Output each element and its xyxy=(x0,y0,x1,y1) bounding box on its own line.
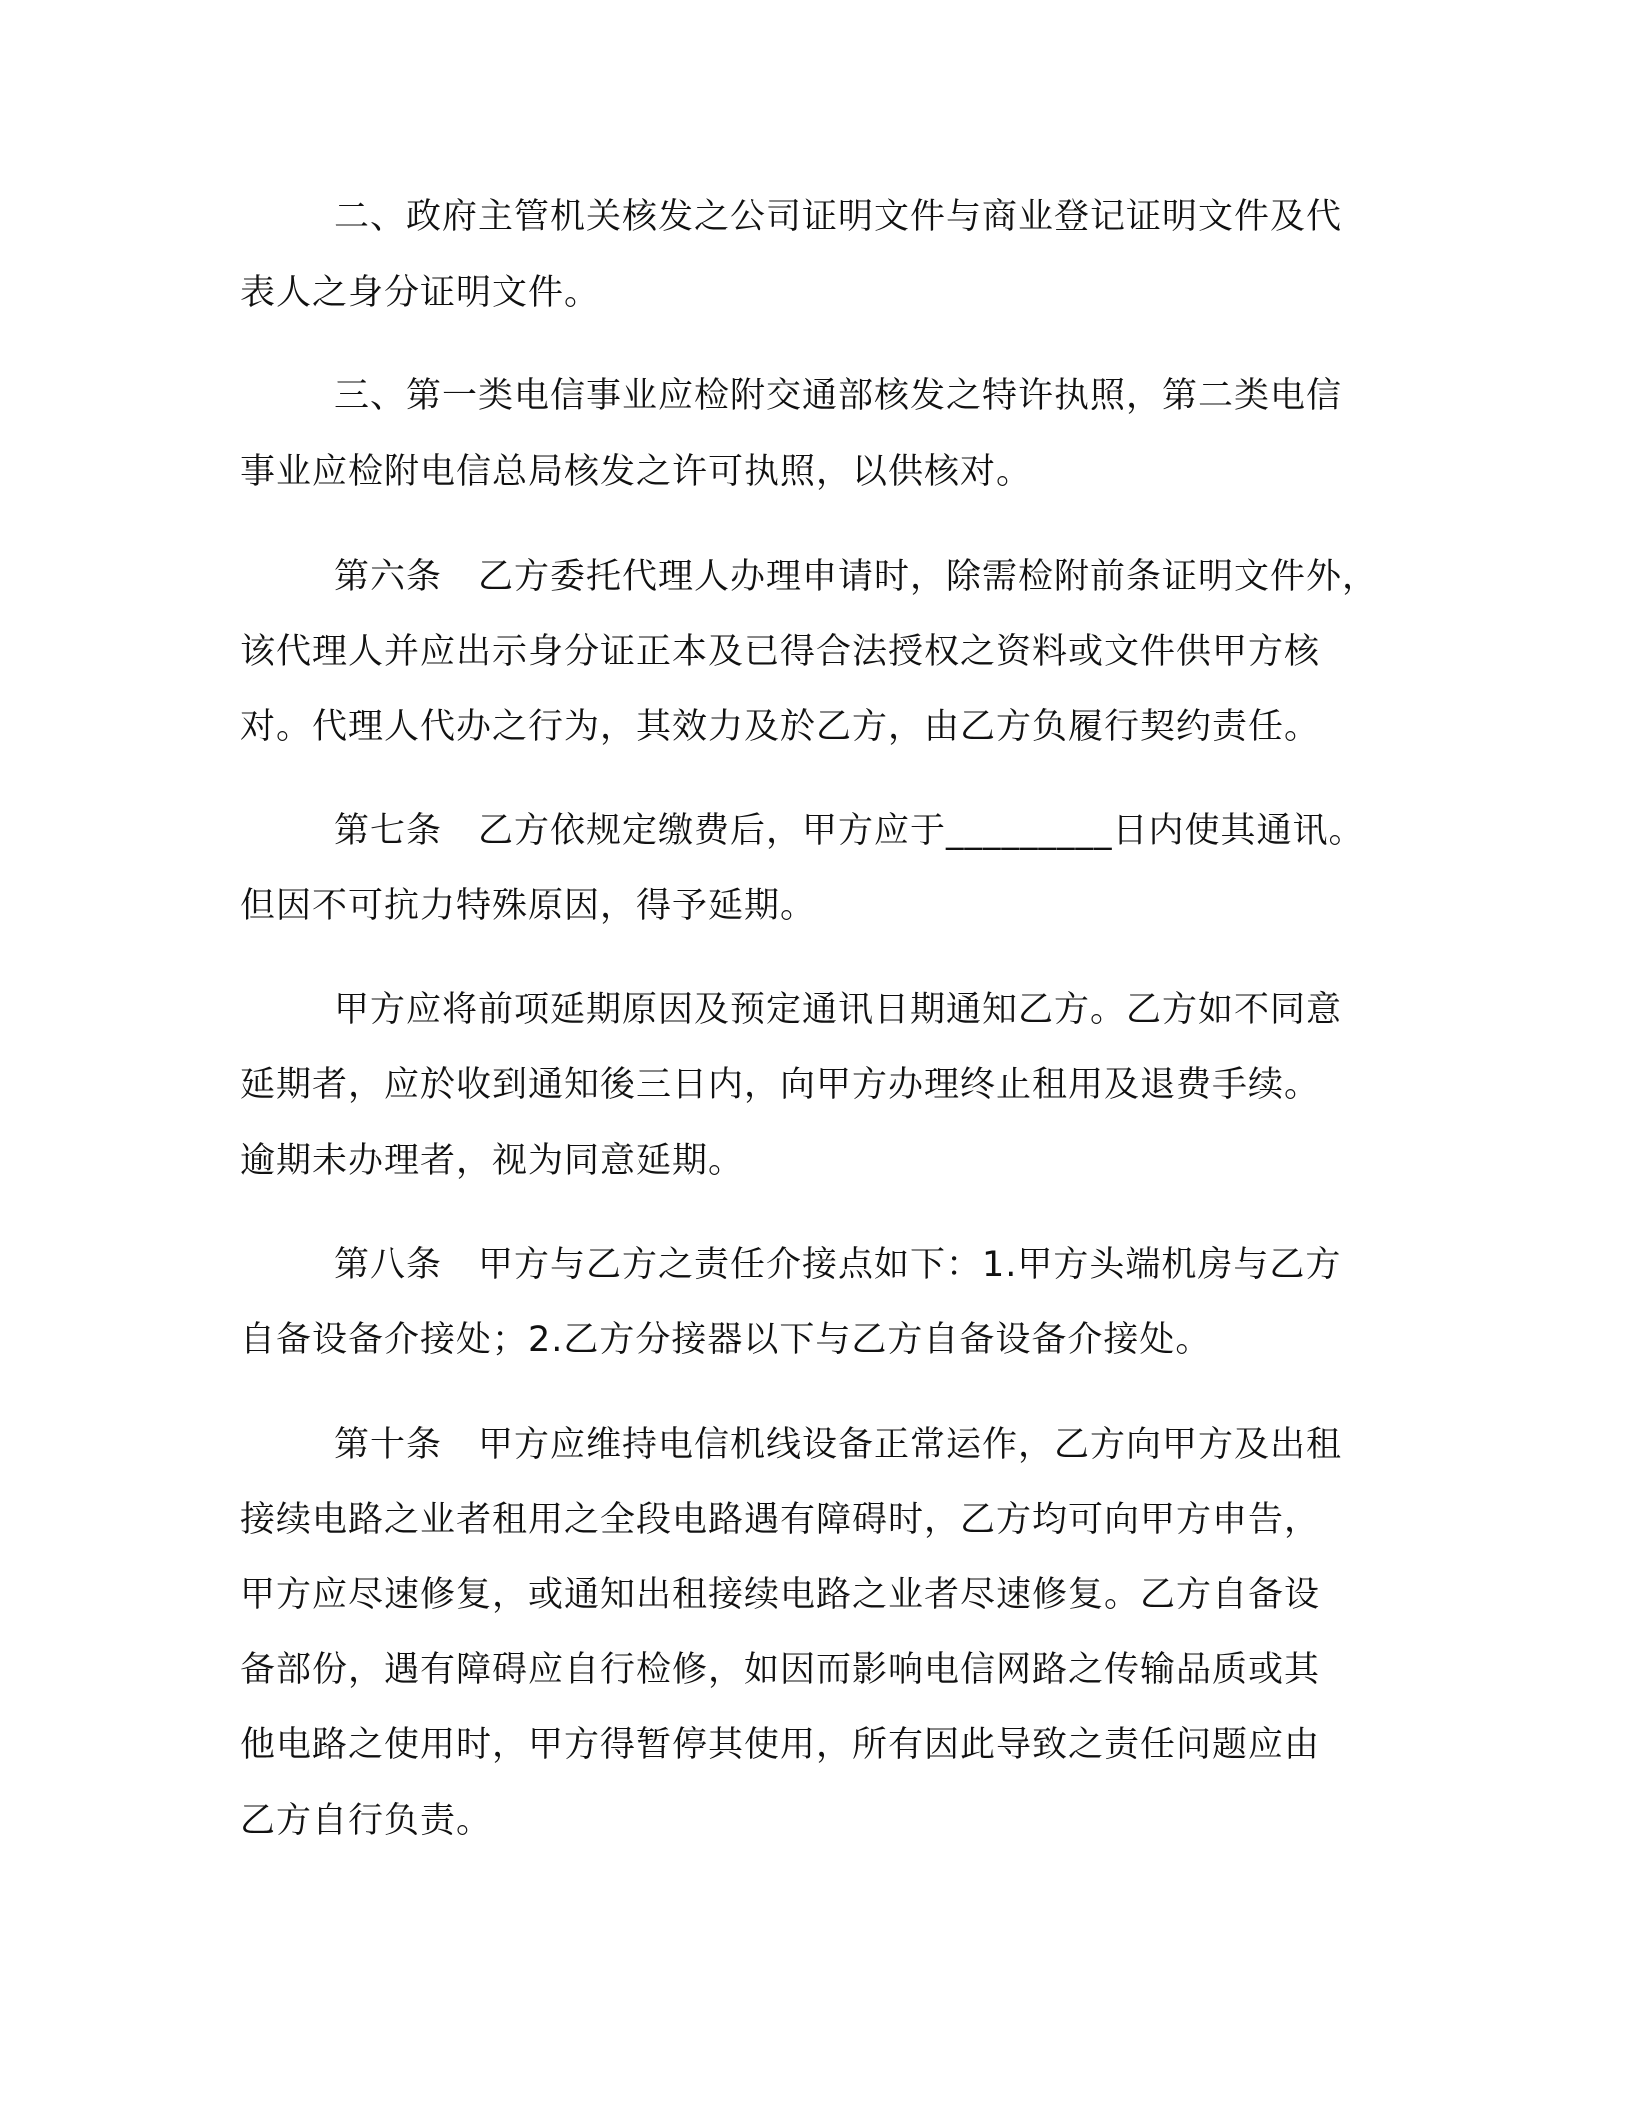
article-6-line-1: 第六条 乙方委托代理人办理申请时，除需检附前条证明文件外， xyxy=(334,557,1379,597)
article-7-line-1: 第七条 乙方依规定缴费后，甲方应于_________日内使其通讯。 xyxy=(334,811,1365,851)
article-7-para-2-line-3: 逾期未办理者，视为同意延期。 xyxy=(240,1141,745,1181)
article-10-line-6: 乙方自行负责。 xyxy=(240,1801,493,1841)
article-7-para-2-line-1: 甲方应将前项延期原因及预定通讯日期通知乙方。乙方如不同意 xyxy=(334,990,1343,1030)
article-8-line-1: 第八条 甲方与乙方之责任介接点如下：1.甲方头端机房与乙方 xyxy=(334,1245,1342,1285)
article-10-line-1: 第十条 甲方应维持电信机线设备正常运作，乙方向甲方及出租 xyxy=(334,1425,1343,1465)
article-7-para-2-line-2: 延期者，应於收到通知後三日内，向甲方办理终止租用及退费手续。 xyxy=(240,1065,1321,1105)
paragraph-2-line-2: 表人之身分证明文件。 xyxy=(240,273,601,313)
article-10-line-2: 接续电路之业者租用之全段电路遇有障碍时，乙方均可向甲方申告， xyxy=(240,1500,1321,1540)
paragraph-3-line-2: 事业应检附电信总局核发之许可执照，以供核对。 xyxy=(240,452,1033,492)
paragraph-3-line-1: 三、第一类电信事业应检附交通部核发之特许执照，第二类电信 xyxy=(334,376,1343,416)
article-10-line-4: 备部份，遇有障碍应自行检修，如因而影响电信网路之传输品质或其 xyxy=(240,1650,1321,1690)
article-10-line-3: 甲方应尽速修复，或通知出租接续电路之业者尽速修复。乙方自备设 xyxy=(240,1575,1321,1615)
article-8-line-2: 自备设备介接处；2.乙方分接器以下与乙方自备设备介接处。 xyxy=(240,1320,1212,1360)
article-6-line-3: 对。代理人代办之行为，其效力及於乙方，由乙方负履行契约责任。 xyxy=(240,707,1321,747)
article-7-line-2: 但因不可抗力特殊原因，得予延期。 xyxy=(240,886,817,926)
paragraph-2-line-1: 二、政府主管机关核发之公司证明文件与商业登记证明文件及代 xyxy=(334,197,1343,237)
article-10-line-5: 他电路之使用时，甲方得暂停其使用，所有因此导致之责任问题应由 xyxy=(240,1725,1321,1765)
article-6-line-2: 该代理人并应出示身分证正本及已得合法授权之资料或文件供甲方核 xyxy=(240,632,1321,672)
